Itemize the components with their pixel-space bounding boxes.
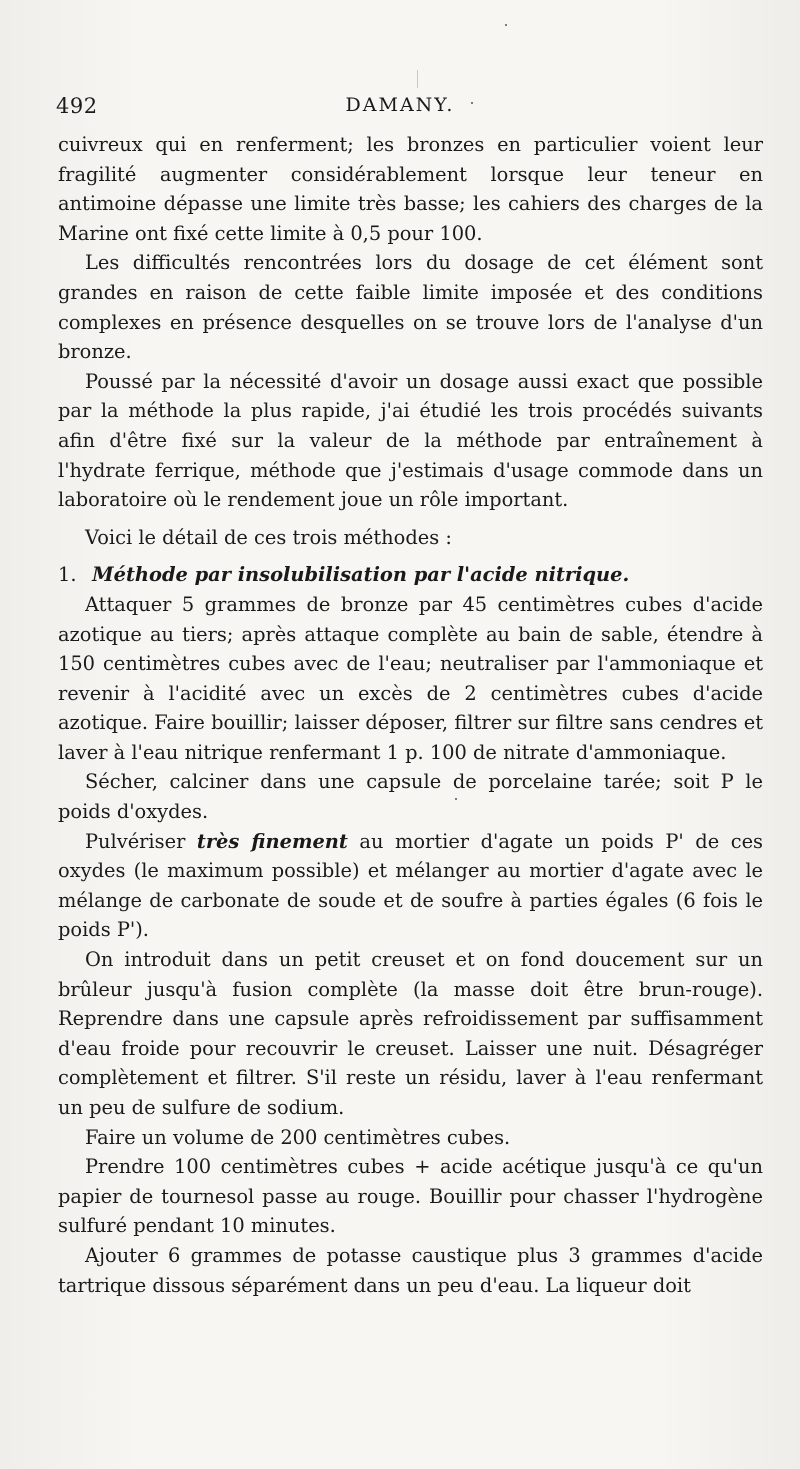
paragraph-continuation: cuivreux qui en renferment; les bronzes en particulier voient leur fragilité augmenter considérablement lorsque leur teneur en antimoine dépasse une limite très basse; les cahiers des charges de la Marine ont fixé cette limite à 0,5 pour 100.	[58, 133, 763, 245]
paragraph-pulverize: Pulvériser très finement au mortier d'agate un poids P' de ces oxydes (le maximum possible) et mélanger au mortier d'agate avec le mélange de carbonate de soude et de soufre à parties égales (6 fois le poids P').	[58, 829, 764, 942]
ink-speck	[505, 24, 507, 26]
paragraph-dry-calcine: Sécher, calciner dans une capsule de porcelaine tarée; soit P le poids d'oxydes.	[58, 770, 763, 824]
paragraph-potash: Ajouter 6 grammes de potasse caustique plus 3 grammes d'acide tartrique dissous séparément dans un peu d'eau. La liqueur doit	[58, 1243, 763, 1297]
page-number: 492	[56, 94, 98, 118]
section-heading	[58, 560, 763, 590]
ink-speck	[417, 70, 418, 88]
paragraph-method-choice: Poussé par la nécessité d'avoir un dosage aussi exact que possible par la méthode la plus rapide, j'ai étudié les trois procédés suivants afin d'être fixé sur la valeur de la méthode par entraînement à l'hydrate ferrique, méthode que j'estimais d'usage commode dans un laboratoire où le rendement joue un rôle important.	[58, 369, 763, 512]
running-head: DAMANY.	[345, 94, 455, 116]
paragraph-fuse: On introduit dans un petit creuset et on fond doucement sur un brûleur jusqu'à fusion complète (la masse doit être brun-rouge). Reprendre dans une capsule après refroidissement par suffisamment d'eau froide pour recouvrir le creuset. Laisser une nuit. Désagréger complètement et filtrer. S'il reste un résidu, laver à l'eau renfermant un peu de sulfure de sodium.	[58, 948, 763, 1119]
section-title: Méthode par insolubilisation par l'acide nitrique.	[92, 563, 630, 587]
page-header	[56, 94, 744, 118]
paragraph-difficulties: Les difficultés rencontrées lors du dosage de cet élément sont grandes en raison de cette faible limite imposée et des conditions complexes en présence desquelles on se trouve lors de l'analyse d'un bronze.	[58, 251, 763, 364]
body-text	[58, 130, 763, 1300]
paragraph-acetic: Prendre 100 centimètres cubes + acide acétique jusqu'à ce qu'un papier de tournesol passe au rouge. Bouillir pour chasser l'hydrogène sulfuré pendant 10 minutes.	[58, 1155, 763, 1238]
section-number: 1.	[58, 563, 77, 587]
paragraph-attack: Attaquer 5 grammes de bronze par 45 centimètres cubes d'acide azotique au tiers; après attaque complète au bain de sable, étendre à 150 centimètres cubes avec de l'eau; neutraliser par l'ammoniaque et revenir à l'acidité avec un excès de 2 centimètres cubes d'acide azotique. Faire bouillir; laisser déposer, filtrer sur filtre sans cendres et laver à l'eau nitrique renfermant 1 p. 100 de nitrate d'ammoniaque.	[58, 592, 763, 764]
paragraph-intro-methods: Voici le détail de ces trois méthodes :	[85, 525, 452, 549]
emphasis-finely: très finement	[196, 829, 348, 853]
paragraph-volume: Faire un volume de 200 centimètres cubes.	[85, 1125, 511, 1149]
